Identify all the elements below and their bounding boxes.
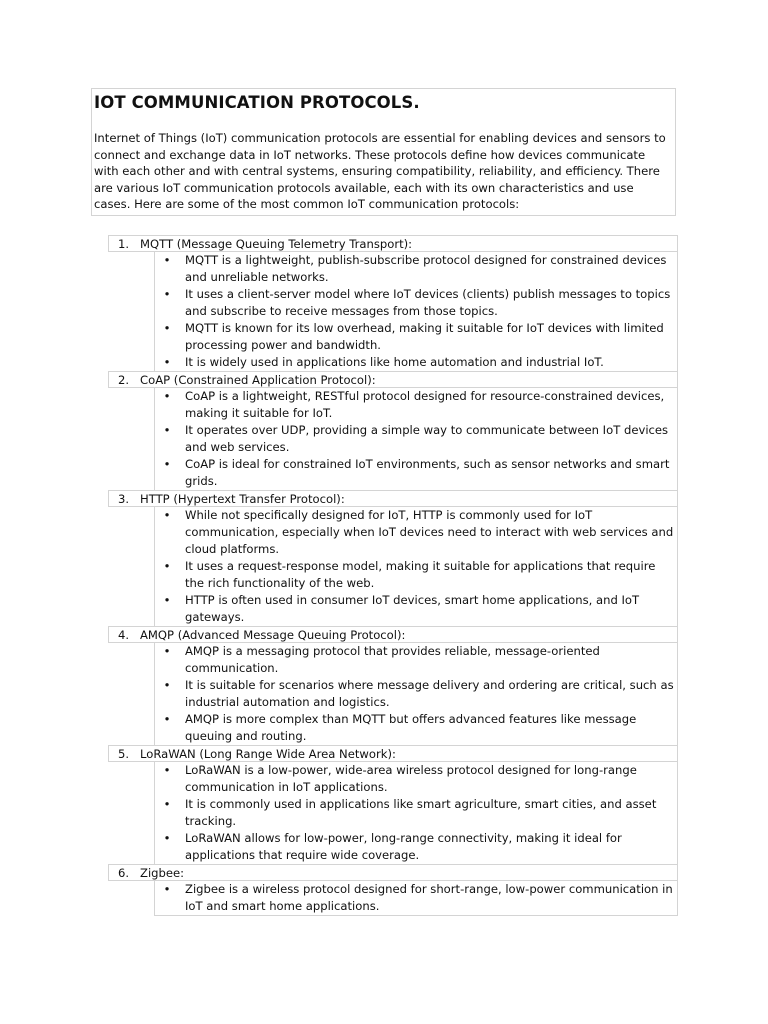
bullet-text: CoAP is a lightweight, RESTful protocol designed for resource-constrained devices, making it suitable for IoT.	[185, 389, 665, 420]
protocol-bullets	[154, 251, 678, 372]
protocol-title: Zigbee:	[140, 866, 185, 880]
bullet-item	[155, 456, 677, 490]
document-title: IOT COMMUNICATION PROTOCOLS.	[94, 93, 420, 112]
bullet-item	[155, 252, 677, 286]
protocol-heading	[108, 864, 678, 881]
bullet-text: AMQP is a messaging protocol that provides reliable, message-oriented communication.	[185, 644, 600, 675]
bullet-item	[155, 796, 677, 830]
bullet-item	[155, 354, 677, 371]
bullet-text: It is widely used in applications like home automation and industrial IoT.	[185, 355, 604, 369]
bullet-text: It is commonly used in applications like smart agriculture, smart cities, and asset tracking.	[185, 797, 657, 828]
bullet-text: It uses a client-server model where IoT devices (clients) publish messages to topics and subscribe to receive messages from those topics.	[185, 287, 671, 318]
bullet-item	[155, 643, 677, 677]
protocol-number: 4.	[118, 628, 130, 642]
bullet-dot-icon: •	[163, 678, 171, 692]
protocol-number: 3.	[118, 492, 130, 506]
bullet-item	[155, 881, 677, 915]
protocol-title: AMQP (Advanced Message Queuing Protocol):	[140, 628, 406, 642]
bullet-text: It operates over UDP, providing a simple way to communicate between IoT devices and web services.	[185, 423, 669, 454]
bullet-text: MQTT is a lightweight, publish-subscribe protocol designed for constrained devices and unreliable networks.	[185, 253, 667, 284]
bullet-text: AMQP is more complex than MQTT but offers advanced features like message queuing and routing.	[185, 712, 637, 743]
bullet-item	[155, 388, 677, 422]
bullet-text: LoRaWAN is a low-power, wide-area wireless protocol designed for long-range communication in IoT applications.	[185, 763, 637, 794]
bullet-dot-icon: •	[163, 644, 171, 658]
protocol-heading	[108, 235, 678, 252]
bullet-dot-icon: •	[163, 457, 171, 471]
protocol-heading	[108, 371, 678, 388]
bullet-text: It is suitable for scenarios where message delivery and ordering are critical, such as industrial automation and logistics.	[185, 678, 674, 709]
bullet-dot-icon: •	[163, 389, 171, 403]
bullet-dot-icon: •	[163, 763, 171, 777]
bullet-dot-icon: •	[163, 355, 171, 369]
bullet-dot-icon: •	[163, 593, 171, 607]
bullet-text: Zigbee is a wireless protocol designed for short-range, low-power communication in IoT and smart home applications.	[185, 882, 673, 913]
bullet-dot-icon: •	[163, 321, 171, 335]
protocol-list	[108, 235, 678, 916]
bullet-dot-icon: •	[163, 831, 171, 845]
protocol-number: 6.	[118, 866, 130, 880]
protocol-bullets	[154, 642, 678, 746]
bullet-item	[155, 677, 677, 711]
bullet-item	[155, 558, 677, 592]
bullet-text: MQTT is known for its low overhead, making it suitable for IoT devices with limited processing power and bandwidth.	[185, 321, 664, 352]
protocol-heading	[108, 626, 678, 643]
bullet-text: LoRaWAN allows for low-power, long-range connectivity, making it ideal for applications that require wide coverage.	[185, 831, 622, 862]
bullet-item	[155, 286, 677, 320]
protocol-bullets	[154, 761, 678, 865]
bullet-dot-icon: •	[163, 423, 171, 437]
protocol-bullets	[154, 506, 678, 627]
bullet-item	[155, 592, 677, 626]
bullet-text: HTTP is often used in consumer IoT devices, smart home applications, and IoT gateways.	[185, 593, 640, 624]
protocol-number: 2.	[118, 373, 130, 387]
bullet-item	[155, 507, 677, 558]
bullet-dot-icon: •	[163, 712, 171, 726]
intro-box	[91, 88, 676, 216]
bullet-dot-icon: •	[163, 508, 171, 522]
protocol-bullets	[154, 387, 678, 491]
bullet-dot-icon: •	[163, 287, 171, 301]
bullet-item	[155, 320, 677, 354]
protocol-heading	[108, 745, 678, 762]
bullet-dot-icon: •	[163, 559, 171, 573]
intro-paragraph: Internet of Things (IoT) communication protocols are essential for enabling devices and sensors to connect and exchange data in IoT networks. These protocols define how devices communicate with each other and with central systems, ensuring compatibility, reliability, and efficiency. There are various IoT communication protocols available, each with its own characteristics and use cases. Here are some of the most common IoT communication protocols:	[94, 131, 666, 212]
bullet-dot-icon: •	[163, 797, 171, 811]
protocol-title: LoRaWAN (Long Range Wide Area Network):	[140, 747, 396, 761]
bullet-item	[155, 422, 677, 456]
bullet-dot-icon: •	[163, 882, 171, 896]
bullet-text: CoAP is ideal for constrained IoT environments, such as sensor networks and smart grids.	[185, 457, 670, 488]
protocol-title: MQTT (Message Queuing Telemetry Transport):	[140, 237, 413, 251]
protocol-heading	[108, 490, 678, 507]
protocol-bullets	[154, 880, 678, 916]
protocol-title: HTTP (Hypertext Transfer Protocol):	[140, 492, 345, 506]
bullet-text: It uses a request-response model, making it suitable for applications that require the rich functionality of the web.	[185, 559, 656, 590]
protocol-title: CoAP (Constrained Application Protocol):	[140, 373, 376, 387]
protocol-number: 5.	[118, 747, 130, 761]
bullet-dot-icon: •	[163, 253, 171, 267]
bullet-item	[155, 711, 677, 745]
bullet-item	[155, 830, 677, 864]
protocol-number: 1.	[118, 237, 130, 251]
bullet-text: While not specifically designed for IoT, HTTP is commonly used for IoT communication, especially when IoT devices need to interact with web services and cloud platforms.	[185, 508, 674, 556]
bullet-item	[155, 762, 677, 796]
